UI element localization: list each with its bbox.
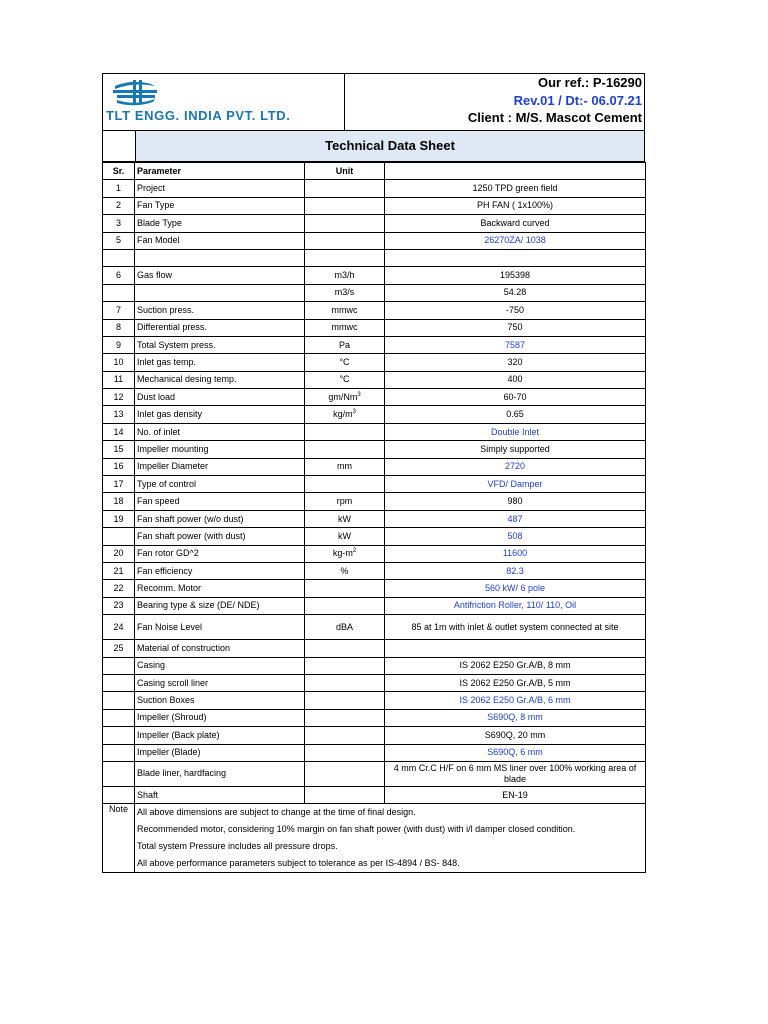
table-row: [103, 786, 646, 803]
parameter-cell: Mechanical desing temp.: [135, 371, 305, 388]
note-row: [103, 855, 646, 873]
value-cell: S690Q, 8 mm: [385, 709, 646, 726]
table-row: [103, 615, 646, 640]
unit-cell: [305, 727, 385, 744]
parameter-cell: Blade Type: [135, 215, 305, 232]
parameter-cell: Impeller Diameter: [135, 458, 305, 475]
table-row: [103, 640, 646, 657]
table-row: [103, 709, 646, 726]
value-cell: Double Inlet: [385, 423, 646, 440]
value-cell: S690Q, 20 mm: [385, 727, 646, 744]
table-row: [103, 354, 646, 371]
value-cell: S690Q, 6 mm: [385, 744, 646, 761]
unit-cell: [305, 476, 385, 493]
sr-cell: 23: [103, 597, 135, 614]
table-row: [103, 319, 646, 336]
table-row: [103, 493, 646, 510]
unit-cell: [305, 423, 385, 440]
unit-cell: °C: [305, 371, 385, 388]
note-label: [103, 838, 135, 855]
sr-cell: 22: [103, 580, 135, 597]
sr-cell: [103, 284, 135, 301]
unit-cell: [305, 786, 385, 803]
unit-cell: [305, 597, 385, 614]
technical-data-sheet: [102, 73, 645, 873]
table-row: [103, 528, 646, 545]
table-row: [103, 441, 646, 458]
client-name: Client : M/S. Mascot Cement: [467, 110, 642, 125]
unit-cell: Pa: [305, 336, 385, 353]
unit-cell: [305, 180, 385, 197]
logo-cell: [103, 74, 345, 130]
table-row: [103, 197, 646, 214]
unit-header: Unit: [305, 163, 385, 180]
unit-cell: [305, 441, 385, 458]
parameter-cell: Fan Noise Level: [135, 615, 305, 640]
sr-cell: [103, 727, 135, 744]
table-row: [103, 180, 646, 197]
parameter-cell: Total System press.: [135, 336, 305, 353]
parameter-cell: Impeller mounting: [135, 441, 305, 458]
value-cell: IS 2062 E250 Gr.A/B, 6 mm: [385, 692, 646, 709]
table-row: [103, 562, 646, 579]
unit-cell: [305, 674, 385, 691]
sr-cell: 15: [103, 441, 135, 458]
parameter-header: Parameter: [135, 163, 305, 180]
note-text: All above dimensions are subject to change at the time of final design.: [135, 804, 646, 822]
value-cell: 60-70: [385, 389, 646, 406]
parameter-cell: Recomm. Motor: [135, 580, 305, 597]
value-cell: 560 kW/ 6 pole: [385, 580, 646, 597]
parameter-cell: Impeller (Blade): [135, 744, 305, 761]
unit-cell: m3/h: [305, 267, 385, 284]
data-table: [102, 162, 646, 873]
parameter-cell: Material of construction: [135, 640, 305, 657]
table-row: [103, 406, 646, 423]
parameter-cell: Differential press.: [135, 319, 305, 336]
value-cell: 1250 TPD green field: [385, 180, 646, 197]
table-row: [103, 458, 646, 475]
value-cell: 82.3: [385, 562, 646, 579]
sr-cell: 9: [103, 336, 135, 353]
parameter-cell: [135, 284, 305, 301]
sr-cell: 1: [103, 180, 135, 197]
table-row: [103, 215, 646, 232]
value-cell: 26270ZA/ 1038: [385, 232, 646, 249]
sr-cell: [103, 528, 135, 545]
table-row: [103, 284, 646, 301]
value-cell: 11600: [385, 545, 646, 562]
sr-cell: 3: [103, 215, 135, 232]
table-row: [103, 545, 646, 562]
parameter-cell: Project: [135, 180, 305, 197]
table-row: [103, 597, 646, 614]
sr-header: Sr.: [103, 163, 135, 180]
unit-cell: [305, 744, 385, 761]
parameter-cell: Casing scroll liner: [135, 674, 305, 691]
value-cell: 4 mm Cr.C H/F on 6 mm MS liner over 100% working area of blade: [385, 761, 646, 786]
value-cell: 320: [385, 354, 646, 371]
unit-cell: kW: [305, 510, 385, 527]
table-header-row: [103, 163, 646, 180]
unit-cell: $kg-m^2$: [305, 545, 385, 562]
sr-cell: [103, 744, 135, 761]
value-cell: IS 2062 E250 Gr.A/B, 8 mm: [385, 657, 646, 674]
value-cell: PH FAN ( 1x100%): [385, 197, 646, 214]
sr-cell: [103, 657, 135, 674]
value-cell: [385, 640, 646, 657]
parameter-cell: Suction Boxes: [135, 692, 305, 709]
value-cell: 54.28: [385, 284, 646, 301]
parameter-cell: [135, 249, 305, 266]
sr-cell: 14: [103, 423, 135, 440]
table-row: [103, 510, 646, 527]
table-row: [103, 580, 646, 597]
our-reference: Our ref.: P-16290: [537, 75, 642, 90]
table-row: [103, 657, 646, 674]
parameter-cell: Gas flow: [135, 267, 305, 284]
value-cell: Simply supported: [385, 441, 646, 458]
unit-cell: [305, 761, 385, 786]
table-row: [103, 744, 646, 761]
sr-cell: 16: [103, 458, 135, 475]
table-row: [103, 692, 646, 709]
unit-cell: [305, 580, 385, 597]
sr-cell: 12: [103, 389, 135, 406]
value-cell: VFD/ Damper: [385, 476, 646, 493]
company-name: TLT ENGG. INDIA PVT. LTD.: [106, 108, 291, 123]
table-body: [103, 180, 646, 804]
unit-cell: %: [305, 562, 385, 579]
value-cell: Backward curved: [385, 215, 646, 232]
unit-cell: dBA: [305, 615, 385, 640]
value-cell: -750: [385, 302, 646, 319]
value-cell: 508: [385, 528, 646, 545]
note-row: [103, 804, 646, 822]
value-cell: 487: [385, 510, 646, 527]
unit-cell: gm/Nm$^3$: [305, 389, 385, 406]
parameter-cell: Type of control: [135, 476, 305, 493]
sr-cell: 17: [103, 476, 135, 493]
parameter-cell: Fan shaft power (with dust): [135, 528, 305, 545]
parameter-cell: Fan rotor GD^2: [135, 545, 305, 562]
sr-cell: 20: [103, 545, 135, 562]
table-row: [103, 674, 646, 691]
sr-cell: 5: [103, 232, 135, 249]
sr-cell: [103, 249, 135, 266]
note-text: Total system Pressure includes all pressure drops.: [135, 838, 646, 855]
parameter-cell: Fan efficiency: [135, 562, 305, 579]
sr-cell: 18: [103, 493, 135, 510]
parameter-cell: Impeller (Shroud): [135, 709, 305, 726]
reference-cell: [345, 74, 644, 130]
value-cell: 980: [385, 493, 646, 510]
value-cell: 0.65: [385, 406, 646, 423]
sr-cell: 7: [103, 302, 135, 319]
parameter-cell: Inlet gas temp.: [135, 354, 305, 371]
value-cell: 7587: [385, 336, 646, 353]
table-row: [103, 423, 646, 440]
table-row: [103, 371, 646, 388]
value-cell: EN-19: [385, 786, 646, 803]
unit-cell: [305, 709, 385, 726]
parameter-cell: Fan speed: [135, 493, 305, 510]
table-row: [103, 336, 646, 353]
value-cell: 2720: [385, 458, 646, 475]
unit-cell: m3/s: [305, 284, 385, 301]
sr-cell: 6: [103, 267, 135, 284]
table-row: [103, 476, 646, 493]
value-header: [385, 163, 646, 180]
unit-cell: kW: [305, 528, 385, 545]
value-cell: 195398: [385, 267, 646, 284]
sr-cell: 2: [103, 197, 135, 214]
sr-cell: 25: [103, 640, 135, 657]
sr-cell: 19: [103, 510, 135, 527]
note-label: [103, 855, 135, 873]
note-label: Note: [103, 804, 135, 822]
title-row: [102, 130, 645, 162]
table-row: [103, 761, 646, 786]
sr-cell: 13: [103, 406, 135, 423]
value-cell: Antifriction Roller, 110/ 110, Oil: [385, 597, 646, 614]
note-text: Recommended motor, considering 10% margin on fan shaft power (with dust) with i/l damper closed condition.: [135, 821, 646, 838]
parameter-cell: No. of inlet: [135, 423, 305, 440]
parameter-cell: Fan Model: [135, 232, 305, 249]
unit-cell: °C: [305, 354, 385, 371]
sheet-header: [102, 73, 645, 130]
sr-cell: 10: [103, 354, 135, 371]
note-text: All above performance parameters subject to tolerance as per IS-4894 / BS- 848.: [135, 855, 646, 873]
parameter-cell: Casing: [135, 657, 305, 674]
value-cell: 750: [385, 319, 646, 336]
unit-cell: [305, 232, 385, 249]
sr-cell: [103, 709, 135, 726]
unit-cell: rpm: [305, 493, 385, 510]
sr-cell: [103, 786, 135, 803]
unit-cell: [305, 215, 385, 232]
parameter-cell: Fan shaft power (w/o dust): [135, 510, 305, 527]
unit-cell: mm: [305, 458, 385, 475]
note-row: [103, 838, 646, 855]
parameter-cell: Shaft: [135, 786, 305, 803]
sr-cell: 11: [103, 371, 135, 388]
sr-cell: [103, 761, 135, 786]
note-label: [103, 821, 135, 838]
unit-cell: $kg/m^3$: [305, 406, 385, 423]
parameter-cell: Blade liner, hardfacing: [135, 761, 305, 786]
sr-cell: 24: [103, 615, 135, 640]
unit-cell: [305, 692, 385, 709]
notes-section: [103, 804, 646, 873]
table-row: [103, 727, 646, 744]
sheet-title: Technical Data Sheet: [136, 131, 644, 161]
parameter-cell: Fan Type: [135, 197, 305, 214]
table-row: [103, 232, 646, 249]
sr-cell: [103, 692, 135, 709]
sr-cell: [103, 674, 135, 691]
table-row: [103, 267, 646, 284]
note-row: [103, 821, 646, 838]
parameter-cell: Suction press.: [135, 302, 305, 319]
unit-cell: [305, 640, 385, 657]
unit-cell: mmwc: [305, 319, 385, 336]
parameter-cell: Impeller (Back plate): [135, 727, 305, 744]
value-cell: 400: [385, 371, 646, 388]
revision-date: Rev.01 / Dt:- 06.07.21: [513, 93, 642, 108]
table-row: [103, 302, 646, 319]
value-cell: [385, 249, 646, 266]
value-cell: 85 at 1m with inlet & outlet system connected at site: [385, 615, 646, 640]
table-row: [103, 389, 646, 406]
tlt-logo-icon: [111, 77, 161, 107]
unit-cell: [305, 657, 385, 674]
sr-cell: 8: [103, 319, 135, 336]
unit-cell: mmwc: [305, 302, 385, 319]
parameter-cell: Dust load: [135, 389, 305, 406]
parameter-cell: Bearing type & size (DE/ NDE): [135, 597, 305, 614]
sr-cell: 21: [103, 562, 135, 579]
unit-cell: [305, 249, 385, 266]
unit-cell: [305, 197, 385, 214]
table-row: [103, 249, 646, 266]
value-cell: IS 2062 E250 Gr.A/B, 5 mm: [385, 674, 646, 691]
parameter-cell: Inlet gas density: [135, 406, 305, 423]
